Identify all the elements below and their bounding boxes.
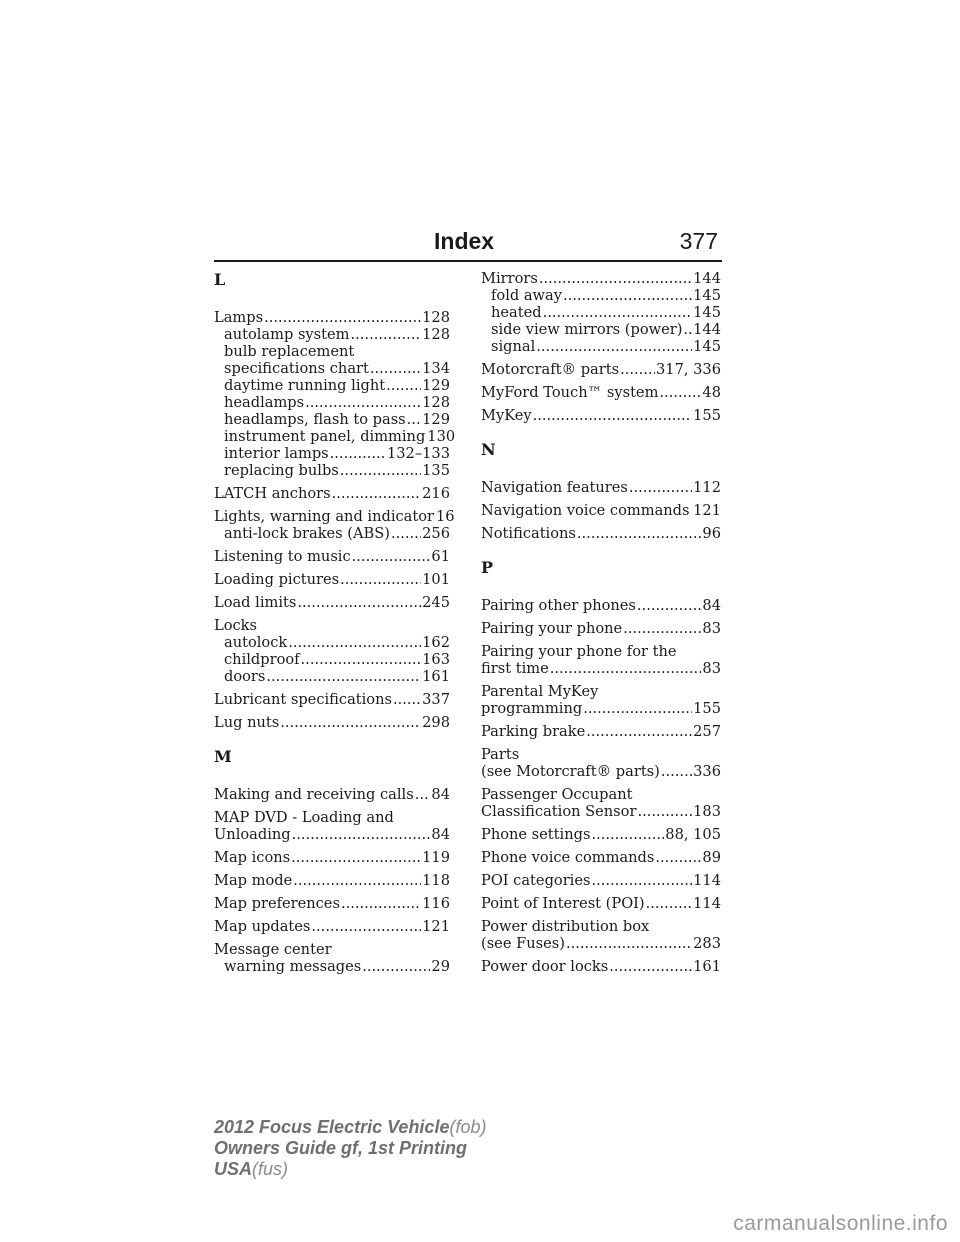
index-entry-line (481, 746, 721, 763)
dot-leader (583, 700, 692, 717)
index-entry-line (481, 849, 721, 866)
index-entry (481, 918, 721, 952)
dot-leader (591, 872, 692, 889)
dot-leader (292, 826, 431, 843)
footer-line-2: Owners Guide gf, 1st Printing (214, 1138, 468, 1158)
footer-market: USA (214, 1159, 253, 1179)
index-subentry-line (214, 525, 450, 542)
index-subentry-line (214, 343, 450, 360)
index-entry-line (481, 958, 721, 975)
index-entry (214, 849, 450, 866)
entry-text: fold away (491, 287, 562, 304)
index-entry-line (481, 895, 721, 912)
page-reference: 298 (422, 714, 450, 731)
page-reference: 163 (422, 651, 450, 668)
entry-text: replacing bulbs (224, 462, 339, 479)
index-subentry-line (214, 651, 450, 668)
index-entry (214, 309, 456, 479)
index-entry (481, 525, 721, 542)
index-entry-line (481, 525, 721, 542)
dot-leader (415, 786, 431, 803)
page-reference: 16 (436, 508, 455, 525)
entry-text: Map mode (214, 872, 293, 889)
dot-leader (264, 309, 421, 326)
dot-leader (577, 525, 702, 542)
index-entry (214, 786, 450, 803)
entry-text: warning messages (224, 958, 362, 975)
page-reference: 145 (693, 304, 721, 321)
entry-text: MAP DVD - Loading and (214, 809, 394, 826)
footer (214, 1117, 486, 1180)
page-reference: 162 (422, 634, 450, 651)
index-entry (481, 958, 721, 975)
footer-model: 2012 Focus Electric Vehicle (214, 1117, 450, 1137)
index-entry-line (481, 620, 721, 637)
index-subentry-line (481, 287, 721, 304)
footer-line-3 (214, 1159, 486, 1180)
page-reference: 256 (422, 525, 450, 542)
page-reference: 84 (431, 826, 450, 843)
index-entry (481, 479, 721, 496)
index-entry-line (214, 691, 450, 708)
entry-text: Navigation features (481, 479, 628, 496)
dot-leader (586, 723, 692, 740)
entry-text: autolamp system (224, 326, 350, 343)
index-entry-line (214, 571, 450, 588)
entry-text: Lubricant specifications (214, 691, 392, 708)
footer-line-1 (214, 1117, 486, 1138)
index-entry-line (214, 485, 450, 502)
index-entry (481, 597, 721, 614)
entry-text: Point of Interest (POI) (481, 895, 645, 912)
index-entry-line (214, 895, 450, 912)
footer-market-code: (fus) (252, 1159, 289, 1179)
entry-text: Pairing other phones (481, 597, 636, 614)
index-entry (481, 826, 721, 843)
entry-text: MyKey (481, 407, 532, 424)
index-entry-line (214, 872, 450, 889)
index-entry-line (214, 617, 450, 634)
index-entry-line (481, 683, 721, 700)
page-reference: 245 (422, 594, 450, 611)
entry-text: heated (491, 304, 542, 321)
entry-text: Parental MyKey (481, 683, 599, 700)
dot-leader (533, 407, 693, 424)
page-reference: 83 (702, 620, 721, 637)
entry-text: Locks (214, 617, 257, 634)
entry-text: Phone settings (481, 826, 591, 843)
entry-text: first time (481, 660, 549, 677)
entry-text: childproof (224, 651, 300, 668)
index-entry-line (214, 309, 450, 326)
index-entry (481, 407, 721, 424)
index-entry-line (481, 270, 721, 287)
entry-text: interior lamps (224, 445, 329, 462)
index-entry-line (481, 826, 721, 843)
index-entry (214, 508, 455, 542)
index-entry-line (481, 935, 721, 952)
index-entry (214, 571, 450, 588)
index-entry (481, 502, 721, 519)
dot-leader (391, 525, 421, 542)
dot-leader (629, 479, 692, 496)
entry-text: Parking brake (481, 723, 586, 740)
index-entry (214, 872, 450, 889)
index-entry-line (481, 643, 721, 660)
page-reference: 145 (693, 338, 721, 355)
index-subentry-line (214, 326, 450, 343)
page-reference: 121 (693, 502, 721, 519)
index-entry (214, 714, 450, 731)
page-reference: 183 (693, 803, 721, 820)
dot-leader (536, 338, 692, 355)
dot-leader (691, 502, 693, 519)
index-subentry-line (214, 394, 450, 411)
page-reference: 112 (693, 479, 721, 496)
index-entry (481, 723, 721, 740)
index-entry (214, 594, 450, 611)
index-subentry-line (214, 668, 450, 685)
footer-model-code: (fob) (449, 1117, 487, 1137)
dot-leader (683, 321, 692, 338)
page-reference: 216 (422, 485, 450, 502)
index-entry (481, 361, 721, 378)
entry-text: MyFord Touch™ system (481, 384, 659, 401)
entry-text: LATCH anchors (214, 485, 331, 502)
dot-leader (291, 849, 421, 866)
dot-leader (305, 394, 421, 411)
dot-leader (386, 377, 421, 394)
index-entry-line (481, 384, 721, 401)
entry-text: (see Motorcraft® parts) (481, 763, 660, 780)
section-letter: L (214, 270, 226, 289)
dot-leader (637, 597, 702, 614)
entry-text: Load limits (214, 594, 297, 611)
page-reference: 84 (431, 786, 450, 803)
index-subentry-line (214, 462, 450, 479)
index-entry (481, 746, 721, 780)
dot-leader (393, 691, 421, 708)
page-reference: 145 (693, 287, 721, 304)
page-reference: 132–133 (386, 445, 450, 462)
index-entry (481, 384, 721, 401)
index-entry (214, 485, 450, 502)
index-column-right (481, 270, 721, 981)
index-entry-line (481, 786, 721, 803)
entry-text: Pairing your phone for the (481, 643, 677, 660)
page-reference: 129 (422, 377, 450, 394)
page-reference: 128 (422, 394, 450, 411)
index-entry-line (214, 714, 450, 731)
index-entry-line (481, 407, 721, 424)
page-reference: 83 (702, 660, 721, 677)
index-entry-line (481, 660, 721, 677)
dot-leader (288, 634, 421, 651)
index-entry-line (214, 594, 450, 611)
entry-text: autolock (224, 634, 288, 651)
dot-leader (659, 384, 701, 401)
entry-text: daytime running light (224, 377, 386, 394)
page-reference: 118 (422, 872, 450, 889)
dot-leader (311, 918, 421, 935)
index-subentry-line (481, 304, 721, 321)
page-reference: 257 (693, 723, 721, 740)
page-reference: 48 (702, 384, 721, 401)
dot-leader (591, 826, 664, 843)
index-entry-line (214, 918, 450, 935)
page-number: 377 (679, 228, 718, 254)
entry-text: Passenger Occupant (481, 786, 633, 803)
index-subentry-line (214, 377, 450, 394)
page-reference: 101 (422, 571, 450, 588)
index-subentry-line (214, 411, 450, 428)
dot-leader (563, 287, 692, 304)
index-entry-line (481, 502, 721, 519)
page-reference: 96 (702, 525, 721, 542)
dot-leader (543, 304, 693, 321)
section-letter: P (481, 558, 494, 577)
page-reference: 155 (693, 407, 721, 424)
entry-text: Pairing your phone (481, 620, 623, 637)
entry-text: Map updates (214, 918, 311, 935)
section-letter: M (214, 747, 232, 766)
entry-text: (see Fuses) (481, 935, 565, 952)
index-entry (481, 849, 721, 866)
index-entry-line (214, 941, 450, 958)
dot-leader (352, 548, 431, 565)
index-subentry-line (481, 338, 721, 355)
index-entry (214, 941, 450, 975)
dot-leader (655, 849, 701, 866)
index-entry-line (481, 872, 721, 889)
dot-leader (620, 361, 655, 378)
page-reference: 144 (693, 270, 721, 287)
dot-leader (646, 895, 693, 912)
entry-text: Power door locks (481, 958, 609, 975)
page-reference: 155 (693, 700, 721, 717)
page-reference: 114 (693, 872, 721, 889)
entry-text: POI categories (481, 872, 591, 889)
entry-text: instrument panel, dimming (224, 428, 426, 445)
index-entry (214, 895, 450, 912)
entry-text: Power distribution box (481, 918, 650, 935)
index-entry-line (481, 918, 721, 935)
dot-leader (341, 895, 421, 912)
index-entry (481, 620, 721, 637)
dot-leader (340, 571, 421, 588)
entry-text: Navigation voice commands (481, 502, 690, 519)
page-reference: 119 (422, 849, 450, 866)
entry-text: side view mirrors (power) (491, 321, 683, 338)
entry-text: Loading pictures (214, 571, 340, 588)
index-entry-line (481, 361, 721, 378)
dot-leader (330, 445, 386, 462)
page-reference: 161 (693, 958, 721, 975)
index-entry-line (214, 849, 450, 866)
entry-text: Map preferences (214, 895, 340, 912)
index-entry-line (481, 597, 721, 614)
page-reference: 116 (422, 895, 450, 912)
dot-leader (362, 958, 430, 975)
dot-leader (340, 462, 421, 479)
index-subentry-line (214, 428, 456, 445)
entry-text: Classification Sensor (481, 803, 637, 820)
dot-leader (566, 935, 692, 952)
index-subentry-line (214, 634, 450, 651)
page-title: Index (434, 228, 495, 254)
page-reference: 29 (431, 958, 450, 975)
dot-leader (351, 326, 422, 343)
dot-leader (297, 594, 421, 611)
index-subentry-line (481, 321, 721, 338)
dot-leader (293, 872, 421, 889)
page-reference: 121 (422, 918, 450, 935)
page-reference: 283 (693, 935, 721, 952)
index-entry-line (481, 700, 721, 717)
page-reference: 336 (693, 763, 721, 780)
entry-text: Lights, warning and indicator (214, 508, 435, 525)
entry-text: doors (224, 668, 266, 685)
entry-text: Map icons (214, 849, 291, 866)
index-entry (214, 548, 450, 565)
page-reference: 61 (431, 548, 450, 565)
dot-leader (550, 660, 702, 677)
dot-leader (407, 411, 421, 428)
page-reference: 89 (702, 849, 721, 866)
page-reference: 128 (422, 326, 450, 343)
page-reference: 129 (422, 411, 450, 428)
dot-leader (332, 485, 422, 502)
entry-text: anti-lock brakes (ABS) (224, 525, 390, 542)
page-reference: 84 (702, 597, 721, 614)
index-entry (481, 872, 721, 889)
section-letter: N (481, 440, 496, 459)
index-entry (481, 643, 721, 677)
index-subentry-line (214, 445, 450, 462)
entry-text: programming (481, 700, 583, 717)
entry-text: specifications chart (224, 360, 369, 377)
page-reference: 144 (693, 321, 721, 338)
dot-leader (280, 714, 421, 731)
entry-text: headlamps (224, 394, 305, 411)
index-entry-line (214, 786, 450, 803)
dot-leader (370, 360, 421, 377)
index-subentry-line (214, 958, 450, 975)
watermark: carmanualsonline.info (733, 1212, 948, 1235)
index-entry-line (481, 803, 721, 820)
entry-text: Making and receiving calls (214, 786, 414, 803)
index-entry (481, 683, 721, 717)
page-reference: 161 (422, 668, 450, 685)
index-entry-line (481, 763, 721, 780)
entry-text: Unloading (214, 826, 291, 843)
page-reference: 88, 105 (665, 826, 721, 843)
entry-text: Notifications (481, 525, 576, 542)
index-entry (481, 270, 721, 355)
entry-text: signal (491, 338, 536, 355)
entry-text: Motorcraft® parts (481, 361, 620, 378)
dot-leader (637, 803, 692, 820)
entry-text: Listening to music (214, 548, 351, 565)
page-reference: 130 (427, 428, 456, 445)
entry-text: Parts (481, 746, 520, 763)
index-entry (481, 786, 721, 820)
page-reference: 134 (422, 360, 450, 377)
entry-text: Phone voice commands (481, 849, 655, 866)
index-subentry-line (214, 360, 450, 377)
page-reference: 135 (422, 462, 450, 479)
index-entry-line (481, 723, 721, 740)
dot-leader (266, 668, 421, 685)
index-entry (481, 895, 721, 912)
dot-leader (661, 763, 692, 780)
entry-text: Mirrors (481, 270, 538, 287)
page-reference: 128 (422, 309, 450, 326)
page-reference: 337 (422, 691, 450, 708)
header-rule (214, 260, 722, 262)
entry-text: headlamps, flash to pass (224, 411, 406, 428)
index-entry-line (214, 809, 450, 826)
page-reference: 317, 336 (656, 361, 721, 378)
index-entry (214, 691, 450, 708)
dot-leader (623, 620, 701, 637)
entry-text: Lamps (214, 309, 264, 326)
index-entry-line (481, 479, 721, 496)
index-entry-line (214, 548, 450, 565)
entry-text: bulb replacement (224, 343, 355, 360)
entry-text: Message center (214, 941, 332, 958)
index-entry-line (214, 508, 455, 525)
index-entry (214, 918, 450, 935)
dot-leader (609, 958, 692, 975)
index-entry-line (214, 826, 450, 843)
entry-text: Lug nuts (214, 714, 280, 731)
index-column-left (214, 270, 456, 981)
page-reference: 114 (693, 895, 721, 912)
index-entry (214, 617, 450, 685)
dot-leader (301, 651, 422, 668)
dot-leader (539, 270, 692, 287)
index-entry (214, 809, 450, 843)
